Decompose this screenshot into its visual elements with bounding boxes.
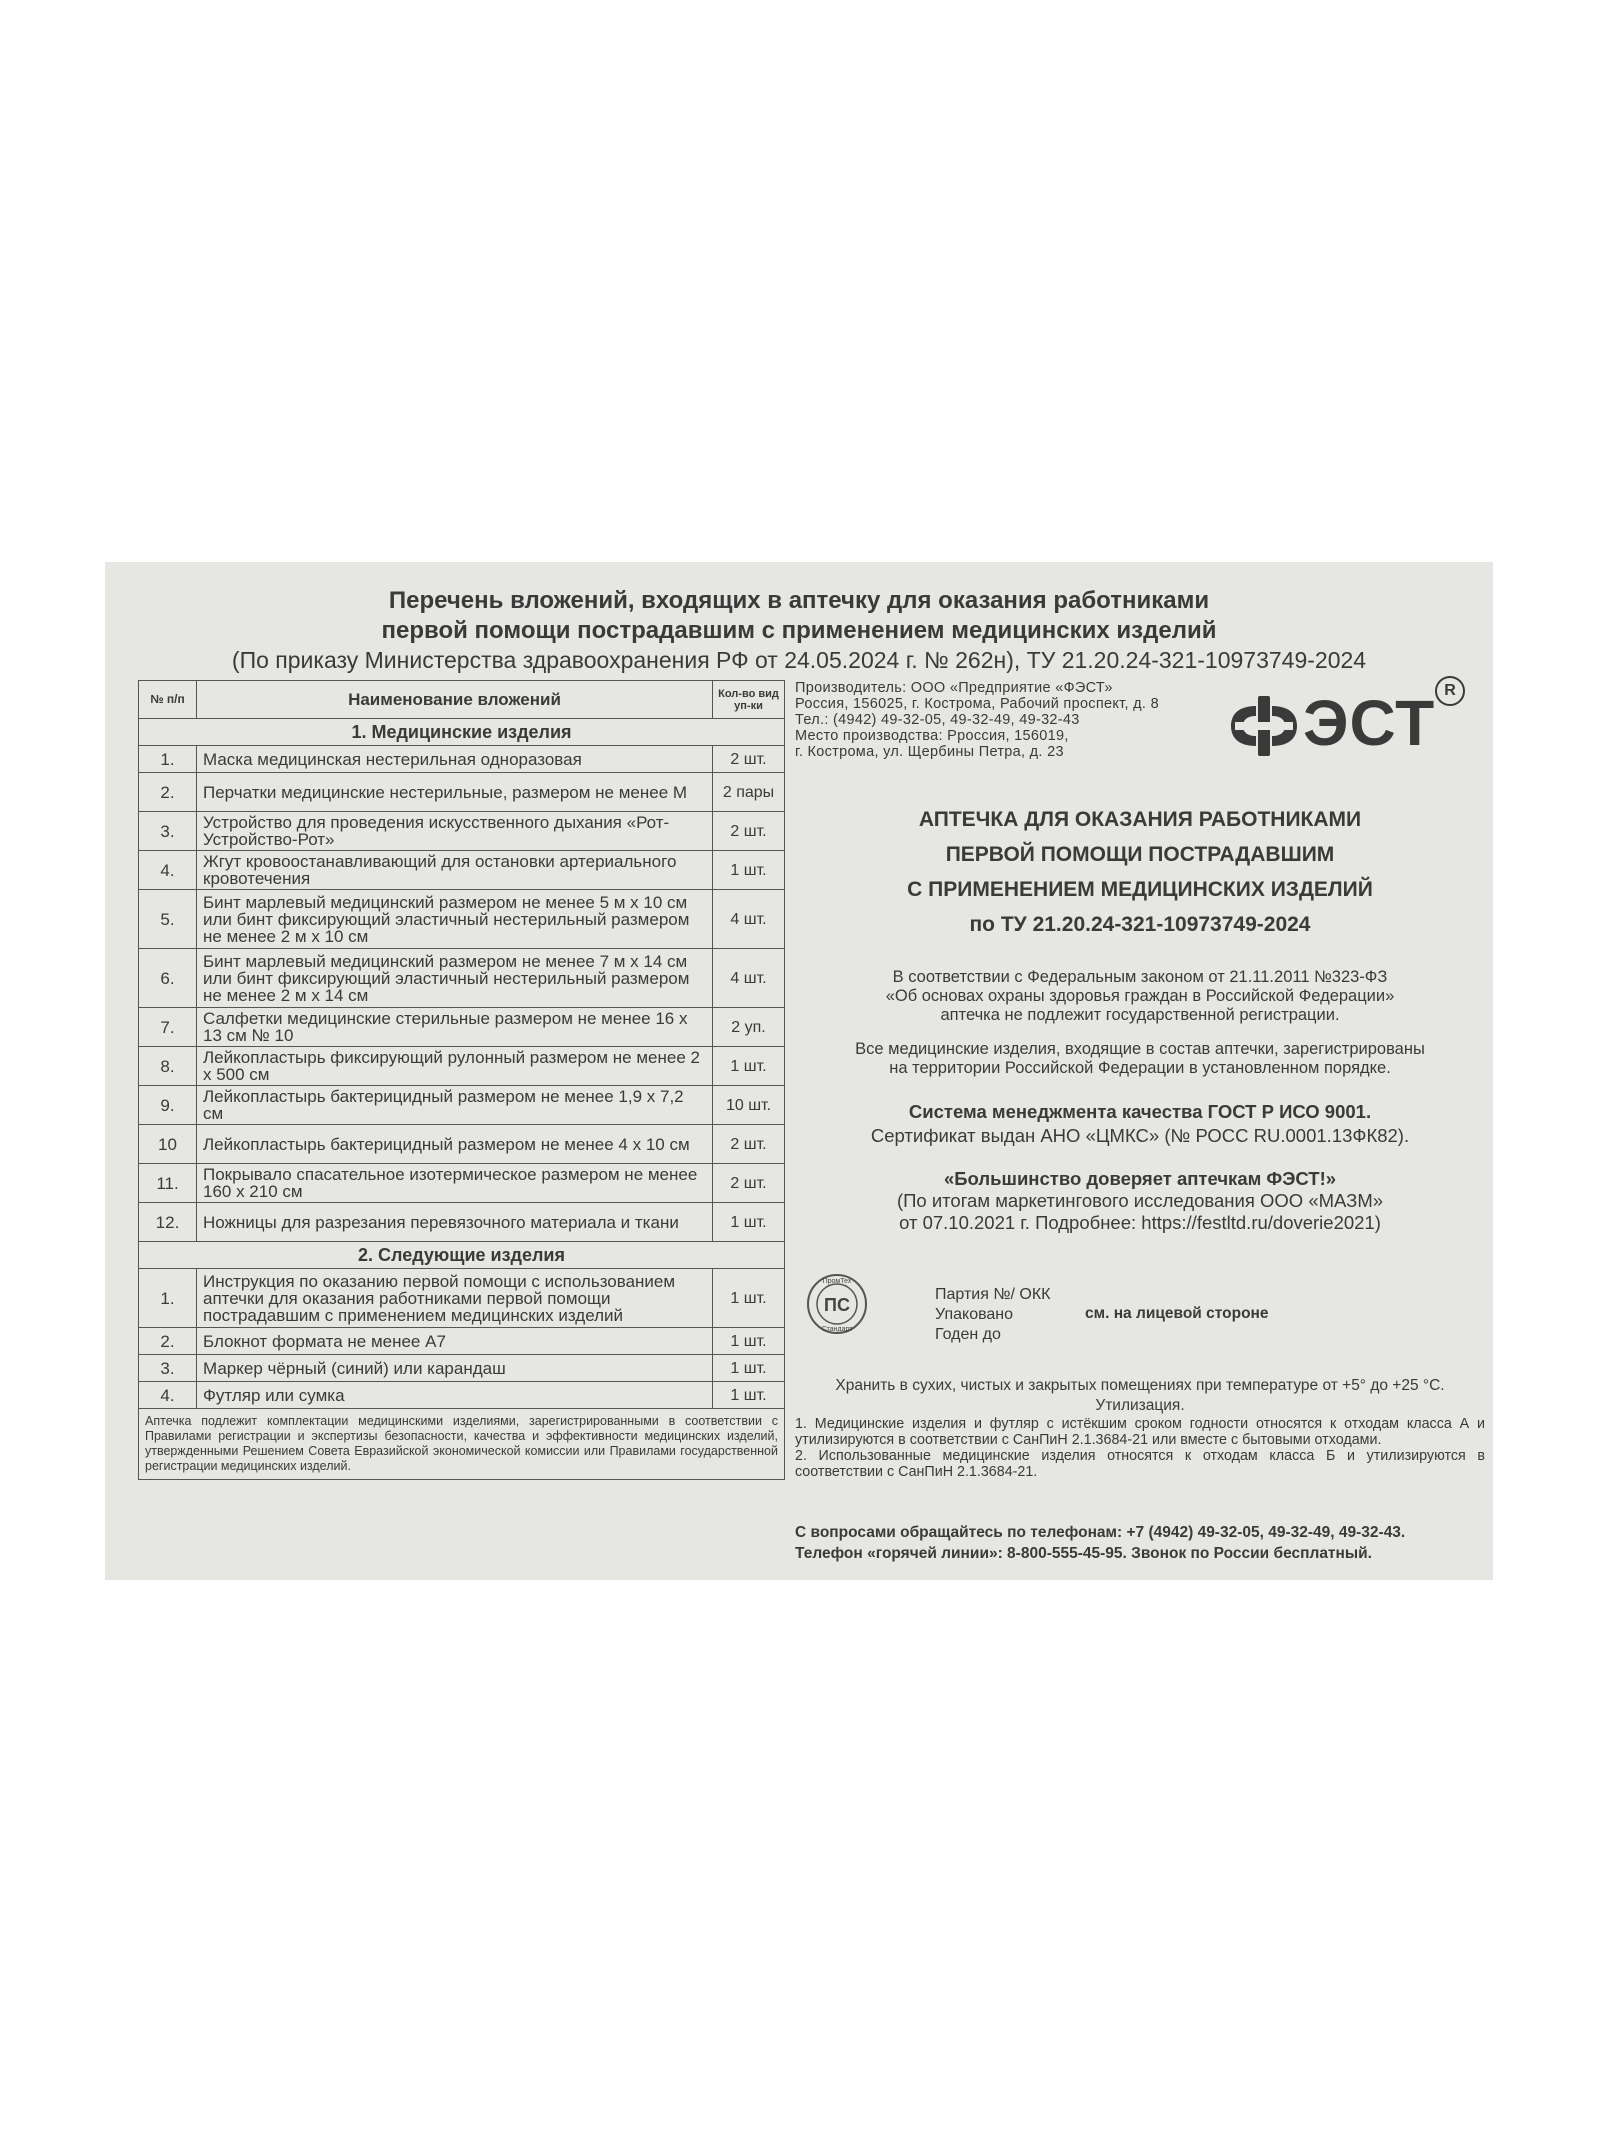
- item-qty: 2 шт.: [713, 812, 785, 851]
- table-body: [139, 719, 785, 1480]
- title-line-2: первой помощи пострадавшим с применением медицинских изделий: [381, 617, 1217, 644]
- item-num: 3.: [139, 1355, 197, 1382]
- contacts-info: [795, 1522, 1485, 1564]
- item-qty: 2 шт.: [713, 1164, 785, 1203]
- document-title: [105, 586, 1493, 674]
- table-row: [139, 1328, 785, 1355]
- section-title: 1. Медицинские изделия: [139, 719, 785, 746]
- item-num: 12.: [139, 1203, 197, 1242]
- item-qty: 1 шт.: [713, 1047, 785, 1086]
- leaflet-sheet: [105, 562, 1493, 1580]
- table-row: [139, 890, 785, 949]
- item-qty: 2 уп.: [713, 1008, 785, 1047]
- item-qty: 2 пары: [713, 773, 785, 812]
- item-num: 1.: [139, 1269, 197, 1328]
- section-title: 2. Следующие изделия: [139, 1242, 785, 1269]
- law-line: аптечка не подлежит государственной регистрации.: [940, 1006, 1340, 1024]
- table-row: [139, 1086, 785, 1125]
- section-row: [139, 1242, 785, 1269]
- contacts-line: С вопросами обращайтесь по телефонам: +7 (4942) 49-32-05, 49-32-49, 49-32-43.: [795, 1524, 1406, 1541]
- table-row: [139, 1125, 785, 1164]
- item-num: 3.: [139, 812, 197, 851]
- table-row: [139, 1008, 785, 1047]
- fest-logo: [1225, 680, 1465, 770]
- item-name: Бинт марлевый медицинский размером не менее 5 м х 10 см или бинт фиксирующий эластичный нестерильный размером не менее 2 м х 10 см: [197, 890, 713, 949]
- quality-system-notice: [795, 1100, 1485, 1148]
- logo-text: ЭСТ: [1303, 687, 1436, 759]
- kit-title-line: С ПРИМЕНЕНИЕМ МЕДИЦИНСКИХ ИЗДЕЛИЙ: [907, 878, 1373, 901]
- registration-line: на территории Российской Федерации в установленном порядке.: [889, 1059, 1391, 1077]
- item-name: Лейкопластырь бактерицидный размером не менее 1,9 х 7,2 см: [197, 1086, 713, 1125]
- section-row: [139, 719, 785, 746]
- table-row: [139, 812, 785, 851]
- disposal-item: 2. Использованные медицинские изделия относятся к отходам класса Б и утилизируются в соответствии с СанПиН 2.1.3684-21.: [795, 1448, 1485, 1480]
- batch-packed-label: Упаковано: [935, 1306, 1014, 1323]
- header-num: № п/п: [139, 681, 197, 719]
- item-name: Инструкция по оказанию первой помощи с использованием аптечки для оказания работниками первой помощи пострадавшим с применением медицинских изделий: [197, 1269, 713, 1328]
- table-header-row: [139, 681, 785, 719]
- seal-bottom-text: Стандарт: [821, 1326, 853, 1333]
- disposal-item: 1. Медицинские изделия и футляр с истёкшим сроком годности относятся к отходам класса А и утилизируются в соответствии с СанПиН 2.1.3684-21 или вместе с бытовыми отходами.: [795, 1416, 1485, 1448]
- batch-party-label: Партия №/ ОКК: [935, 1286, 1051, 1303]
- manufacturer-info: [795, 680, 1215, 760]
- kit-title-line: АПТЕЧКА ДЛЯ ОКАЗАНИЯ РАБОТНИКАМИ: [918, 808, 1362, 831]
- table-row: [139, 1203, 785, 1242]
- item-num: 1.: [139, 746, 197, 773]
- item-num: 2.: [139, 773, 197, 812]
- table-row: [139, 949, 785, 1008]
- item-qty: 1 шт.: [713, 1355, 785, 1382]
- kit-title-line: ПЕРВОЙ ПОМОЩИ ПОСТРАДАВШИМ: [945, 843, 1335, 866]
- table-note: Аптечка подлежит комплектации медицинскими изделиями, зарегистрированными в соответствии с Правилами регистрации и экспертизы безопасности, качества и эффективности медицинских изделий, утвержденными Решением Совета Евразийской экономической комиссии или Правилами государственной регистрации медицинских изделий.: [139, 1409, 785, 1480]
- table-row: [139, 1269, 785, 1328]
- table-row: [139, 1382, 785, 1409]
- item-num: 8.: [139, 1047, 197, 1086]
- item-qty: 1 шт.: [713, 1269, 785, 1328]
- item-num: 4.: [139, 851, 197, 890]
- batch-note: см. на лицевой стороне: [1085, 1305, 1269, 1322]
- contents-table: [138, 680, 785, 1480]
- storage-info: [795, 1376, 1485, 1480]
- manufacturer-line: г. Кострома, ул. Щербины Петра, д. 23: [795, 744, 1064, 760]
- trust-line: «Большинство доверяет аптечкам ФЭСТ!»: [943, 1168, 1337, 1189]
- kit-title-line: по ТУ 21.20.24-321-10973749-2024: [969, 913, 1311, 936]
- item-num: 5.: [139, 890, 197, 949]
- table-row: [139, 851, 785, 890]
- item-qty: 4 шт.: [713, 949, 785, 1008]
- item-name: Салфетки медицинские стерильные размером не менее 16 х 13 см № 10: [197, 1008, 713, 1047]
- registration-line: Все медицинские изделия, входящие в состав аптечки, зарегистрированы: [855, 1040, 1425, 1058]
- item-name: Покрывало спасательное изотермическое размером не менее 160 х 210 см: [197, 1164, 713, 1203]
- storage-conditions: Хранить в сухих, чистых и закрытых помещениях при температуре от +5° до +25 °С.: [835, 1377, 1445, 1394]
- item-qty: 10 шт.: [713, 1086, 785, 1125]
- fest-logo-mark-icon: [1225, 680, 1303, 770]
- item-name: Лейкопластырь бактерицидный размером не менее 4 х 10 см: [197, 1125, 713, 1164]
- item-qty: 1 шт.: [713, 1382, 785, 1409]
- header-qty: Кол-во вид уп-ки: [713, 681, 785, 719]
- item-name: Ножницы для разрезания перевязочного материала и ткани: [197, 1203, 713, 1242]
- seal-mark-text: ПС: [824, 1295, 850, 1315]
- item-name: Маркер чёрный (синий) или карандаш: [197, 1355, 713, 1382]
- registered-mark-icon: R: [1435, 676, 1465, 706]
- item-qty: 2 шт.: [713, 746, 785, 773]
- seal-top-text: ПромТех: [822, 1278, 852, 1285]
- law-line: «Об основах охраны здоровья граждан в Российской Федерации»: [885, 987, 1395, 1005]
- table-row: [139, 746, 785, 773]
- item-name: Перчатки медицинские нестерильные, размером не менее М: [197, 773, 713, 812]
- table-row: [139, 1047, 785, 1086]
- manufacturer-line: Тел.: (4942) 49-32-05, 49-32-49, 49-32-43: [795, 712, 1080, 728]
- batch-info: [935, 1285, 1050, 1345]
- item-num: 6.: [139, 949, 197, 1008]
- header-name: Наименование вложений: [197, 681, 713, 719]
- contacts-line: Телефон «горячей линии»: 8-800-555-45-95. Звонок по России бесплатный.: [795, 1545, 1372, 1562]
- trust-notice: [795, 1168, 1485, 1234]
- title-line-1: Перечень вложений, входящих в аптечку для оказания работниками: [388, 587, 1210, 614]
- batch-valid-label: Годен до: [935, 1326, 1001, 1343]
- item-num: 10: [139, 1125, 197, 1164]
- item-qty: 1 шт.: [713, 851, 785, 890]
- table-row: [139, 1164, 785, 1203]
- item-qty: 1 шт.: [713, 1203, 785, 1242]
- item-num: 2.: [139, 1328, 197, 1355]
- registration-notice: [795, 1040, 1485, 1078]
- kit-title: [795, 802, 1485, 942]
- manufacturer-line: Производитель: ООО «Предприятие «ФЭСТ»: [795, 680, 1113, 696]
- item-num: 9.: [139, 1086, 197, 1125]
- item-name: Футляр или сумка: [197, 1382, 713, 1409]
- item-qty: 1 шт.: [713, 1328, 785, 1355]
- item-name: Устройство для проведения искусственного дыхания «Рот-Устройство-Рот»: [197, 812, 713, 851]
- law-notice: [795, 968, 1485, 1025]
- item-name: Лейкопластырь фиксирующий рулонный размером не менее 2 х 500 см: [197, 1047, 713, 1086]
- item-name: Блокнот формата не менее А7: [197, 1328, 713, 1355]
- title-line-3: (По приказу Министерства здравоохранения РФ от 24.05.2024 г. № 262н), ТУ 21.20.24-321-10973749-2024: [231, 647, 1367, 673]
- item-qty: 4 шт.: [713, 890, 785, 949]
- item-qty: 2 шт.: [713, 1125, 785, 1164]
- promtech-standard-seal-icon: [805, 1272, 869, 1336]
- manufacturer-line: Россия, 156025, г. Кострома, Рабочий проспект, д. 8: [795, 696, 1159, 712]
- trust-line: (По итогам маркетингового исследования ООО «МАЗМ»: [896, 1190, 1384, 1211]
- note-row: [139, 1409, 785, 1480]
- table-row: [139, 1355, 785, 1382]
- item-name: Маска медицинская нестерильная одноразовая: [197, 746, 713, 773]
- item-num: 11.: [139, 1164, 197, 1203]
- item-name: Жгут кровоостанавливающий для остановки артериального кровотечения: [197, 851, 713, 890]
- item-name: Бинт марлевый медицинский размером не менее 7 м х 14 см или бинт фиксирующий эластичный нестерильный размером не менее 2 м х 14 см: [197, 949, 713, 1008]
- qms-line: Система менеджмента качества ГОСТ Р ИСО 9001.: [908, 1101, 1372, 1122]
- qms-line: Сертификат выдан АНО «ЦМКС» (№ РОСС RU.0001.13ФК82).: [870, 1125, 1410, 1146]
- trust-line: от 07.10.2021 г. Подробнее: https://festltd.ru/doverie2021): [899, 1212, 1381, 1233]
- item-num: 7.: [139, 1008, 197, 1047]
- manufacturer-line: Место производства: Рроссия, 156019,: [795, 728, 1069, 744]
- disposal-title: Утилизация.: [1095, 1397, 1185, 1414]
- item-num: 4.: [139, 1382, 197, 1409]
- table-row: [139, 773, 785, 812]
- law-line: В соответствии с Федеральным законом от 21.11.2011 №323-ФЗ: [892, 968, 1388, 986]
